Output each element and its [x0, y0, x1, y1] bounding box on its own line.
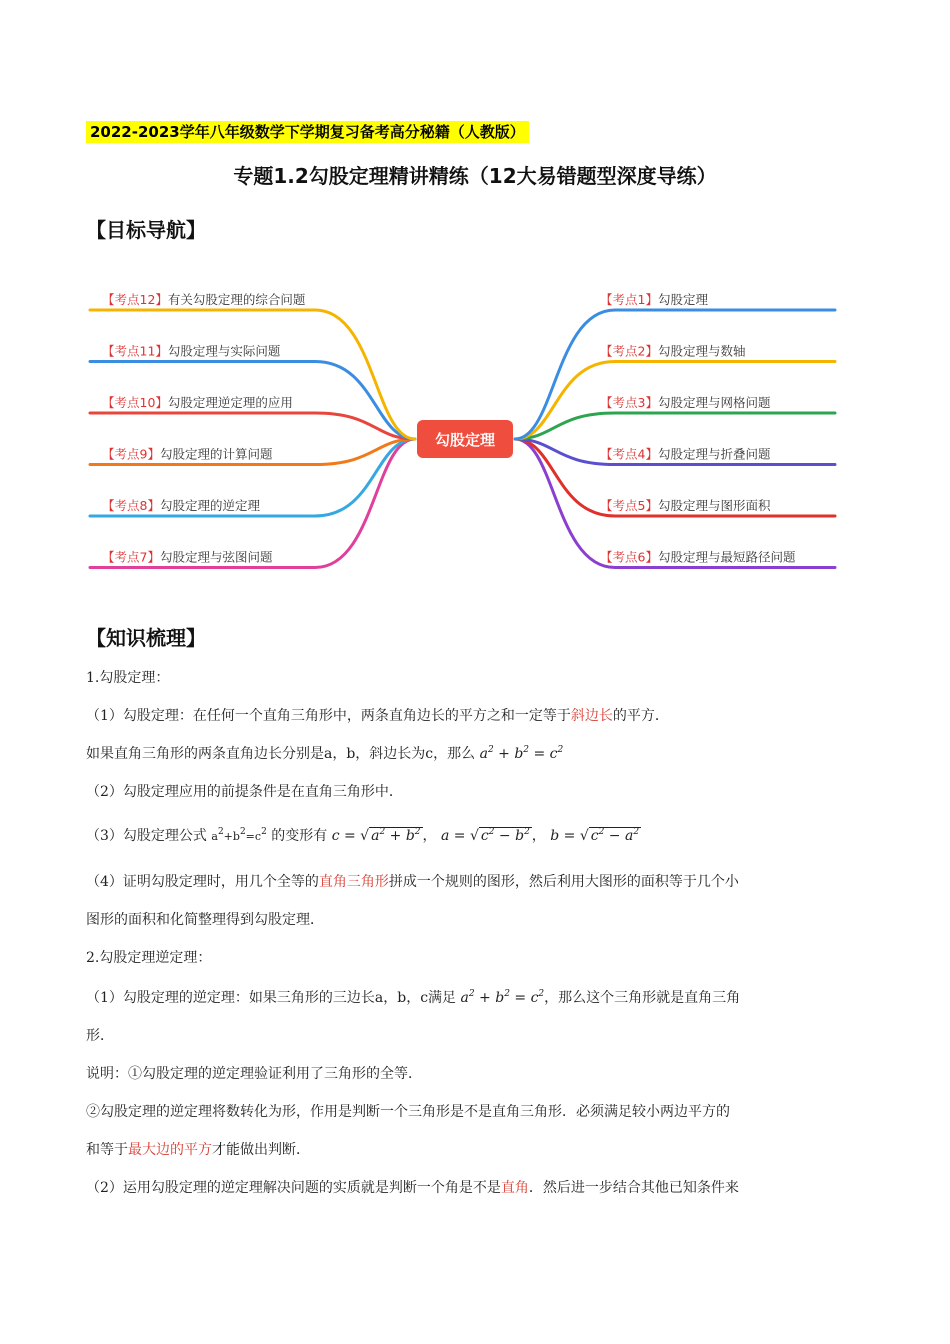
paragraph-converse-cont: 形． [86, 1028, 114, 1044]
series-banner: 2022-2023学年八年级数学下学期复习备考高分秘籍（人教版） [86, 121, 529, 143]
paragraph-note-2-cont: 和等于最大边的平方才能做出判断． [86, 1142, 310, 1158]
mindmap-topic-right-4: 【考点4】勾股定理与折叠问题 [600, 446, 771, 462]
mindmap-topic-left-6: 【考点7】勾股定理与弦图问题 [102, 549, 273, 565]
paragraph-proof-cont: 图形的面积和化简整理得到勾股定理． [86, 912, 324, 928]
mindmap-topic-left-2: 【考点11】勾股定理与实际问题 [102, 343, 281, 359]
mindmap-topic-right-2: 【考点2】勾股定理与数轴 [600, 343, 746, 359]
formula-pythagorean: $a^2 + b^2 = c^2$ [479, 745, 564, 762]
formula-c: c = √ $a^2 + b^2$ [331, 827, 421, 844]
mindmap-branch-left-1 [90, 310, 415, 439]
paragraph-variants: （3）勾股定理公式 $a^2+b^2=c^2$ 的变形有 c = √ $a^2 + b^2$ ， a = √ $c^2 - b^2$ ， b = √ $c^2 - a^2$ [86, 827, 640, 844]
mindmap-topic-left-1: 【考点12】有关勾股定理的综合问题 [102, 292, 306, 307]
paragraph-proof: （4）证明勾股定理时，用几个全等的直角三角形拼成一个规则的图形，然后利用大图形的面积等于几个小 [86, 874, 739, 890]
mindmap-branch-right-3 [515, 413, 835, 439]
mindmap [80, 270, 870, 590]
paragraph-converse: （1）勾股定理的逆定理：如果三角形的三边长a，b，c满足 $a^2 + b^2 = c^2$，那么这个三角形就是直角三角 [86, 989, 741, 1006]
highlight-right-triangle: 直角三角形 [318, 874, 389, 890]
mindmap-topic-right-3: 【考点3】勾股定理与网格问题 [600, 395, 771, 410]
paragraph-application: （2）运用勾股定理的逆定理解决问题的实质就是判断一个角是不是直角．然后进一步结合其他已知条件来 [86, 1180, 739, 1196]
heading-pythagorean: 1.勾股定理： [86, 670, 170, 686]
highlight-hypotenuse: 斜边长 [570, 708, 613, 724]
mindmap-topic-left-4: 【考点9】勾股定理的计算问题 [102, 446, 273, 462]
paragraph-theorem: （1）勾股定理：在任何一个直角三角形中，两条直角边长的平方之和一定等于斜边长的平方． [86, 708, 669, 724]
heading-converse: 2.勾股定理逆定理： [86, 950, 212, 966]
section-heading-nav: 【目标导航】 [86, 218, 206, 242]
inline-formula: $a^2+b^2=c^2$ [211, 827, 267, 843]
section-heading-knowledge: 【知识梳理】 [86, 626, 206, 650]
paragraph-formula: 如果直角三角形的两条直角边长分别是a，b，斜边长为c，那么 $a^2 + b^2 = c^2$ [86, 745, 564, 762]
mindmap-topic-right-6: 【考点6】勾股定理与最短路径问题 [600, 549, 796, 565]
paragraph-note-1: 说明：①勾股定理的逆定理验证利用了三角形的全等． [86, 1066, 422, 1082]
mindmap-topic-right-5: 【考点5】勾股定理与图形面积 [600, 498, 771, 513]
page-title: 专题1.2勾股定理精讲精练（12大易错题型深度导练） [233, 164, 717, 188]
formula-a: a = √ $c^2 - b^2$ [440, 827, 530, 844]
paragraph-precondition: （2）勾股定理应用的前提条件是在直角三角形中． [86, 784, 403, 800]
mindmap-branch-right-1 [515, 310, 835, 439]
mindmap-topic-left-5: 【考点8】勾股定理的逆定理 [102, 498, 260, 513]
paragraph-note-2: ②勾股定理的逆定理将数转化为形，作用是判断一个三角形是不是直角三角形．必须满足较小两边平方的 [86, 1104, 730, 1120]
mindmap-topic-left-3: 【考点10】勾股定理逆定理的应用 [102, 395, 293, 410]
mindmap-topic-right-1: 【考点1】勾股定理 [600, 292, 708, 307]
highlight-right-angle: 直角 [500, 1180, 529, 1196]
mindmap-branch-left-3 [90, 413, 415, 439]
highlight-largest-side: 最大边的平方 [128, 1142, 212, 1158]
mindmap-center-label: 勾股定理 [434, 431, 496, 449]
formula-converse: $a^2 + b^2 = c^2$ [460, 989, 545, 1006]
formula-b: b = √ $c^2 - a^2$ [550, 827, 640, 844]
